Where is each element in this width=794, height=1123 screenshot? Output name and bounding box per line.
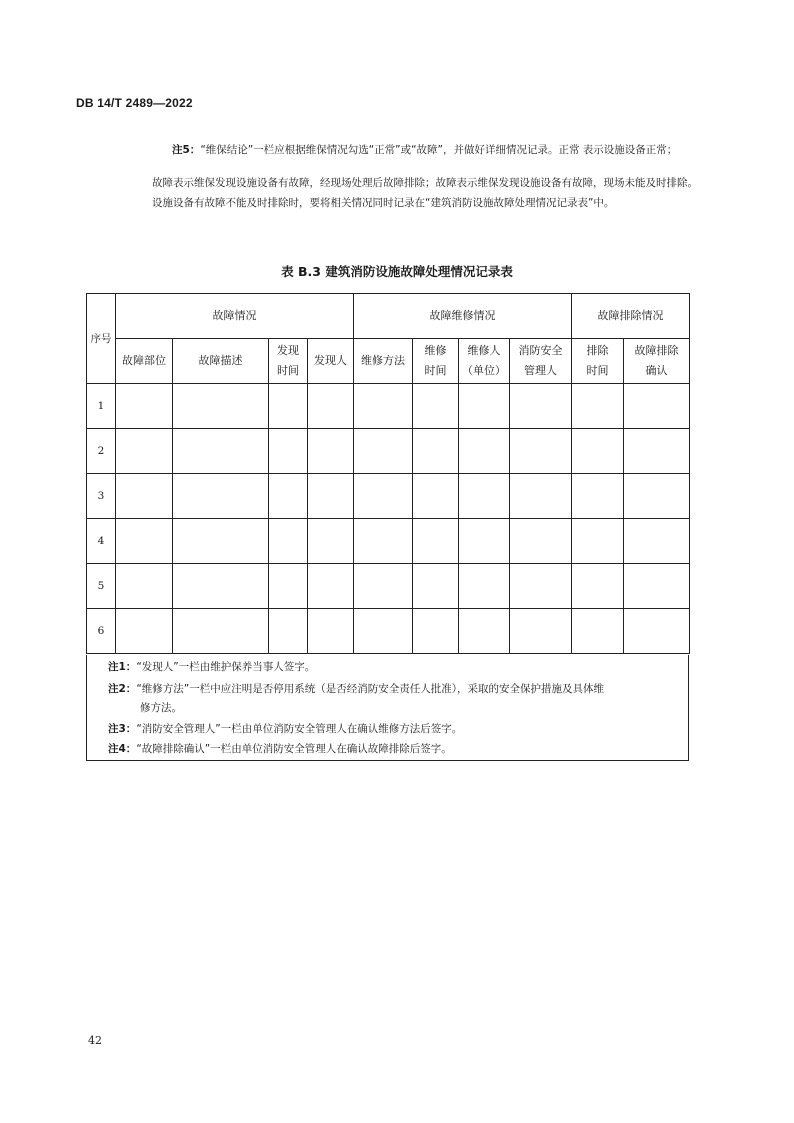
note-4: [108, 741, 452, 756]
cell-repair-method[interactable]: [354, 564, 413, 609]
cell-clear-confirm[interactable]: [624, 609, 690, 654]
cell-discoverer[interactable]: [308, 429, 354, 474]
table-title: 表 B.3 建筑消防设施故障处理情况记录表: [281, 264, 513, 279]
cell-fault-description[interactable]: [173, 474, 269, 519]
table-notes: [86, 655, 689, 761]
note-2-continued: 修方法。: [140, 702, 182, 714]
note-2-text: “维修方法”一栏中应注明是否停用系统（是否经消防安全责任人批准），采取的安全保护措施及具体维: [136, 683, 604, 695]
col-clear-time: [572, 339, 624, 384]
cell-fault-location[interactable]: [116, 609, 173, 654]
row-number: 6: [87, 609, 116, 654]
col-safety-manager-line-2: 管理人: [524, 364, 557, 377]
cell-discoverer[interactable]: [308, 519, 354, 564]
col-repair-method: 维修方法: [354, 339, 413, 384]
cell-repairer[interactable]: [459, 474, 510, 519]
cell-clear-time[interactable]: [572, 474, 624, 519]
note-5-line-2: 故障表示维保发现设施设备有故障，经现场处理后故障排除；故障表示维保发现设施设备有故障，现场未能及时排除。: [152, 177, 698, 189]
col-discoverer: 发现人: [308, 339, 354, 384]
cell-repairer[interactable]: [459, 429, 510, 474]
note-3-text: “消防安全管理人”一栏由单位消防安全管理人在确认维修方法后签字。: [136, 723, 463, 735]
cell-discoverer[interactable]: [308, 609, 354, 654]
cell-discovery-time[interactable]: [269, 429, 308, 474]
cell-safety-manager[interactable]: [510, 564, 572, 609]
col-discovery-time: [269, 339, 308, 384]
col-safety-manager: [510, 339, 572, 384]
row-number: 2: [87, 429, 116, 474]
cell-repair-time[interactable]: [413, 474, 459, 519]
cell-clear-time[interactable]: [572, 564, 624, 609]
cell-fault-location[interactable]: [116, 519, 173, 564]
note-1-text: “发现人”一栏由维护保养当事人签字。: [136, 661, 316, 673]
note-4-text: “故障排除确认”一栏由单位消防安全管理人在确认故障排除后签字。: [136, 743, 452, 755]
note-2: [108, 681, 604, 696]
cell-repair-method[interactable]: [354, 429, 413, 474]
col-clear-time-line-1: 排除: [586, 344, 609, 357]
cell-repair-method[interactable]: [354, 474, 413, 519]
group-header-repair: 故障维修情况: [354, 294, 572, 339]
group-header-fault: 故障情况: [116, 294, 354, 339]
group-header-clear: 故障排除情况: [572, 294, 690, 339]
col-repair-time-line-2: 时间: [424, 364, 447, 377]
cell-repairer[interactable]: [459, 609, 510, 654]
cell-repair-method[interactable]: [354, 519, 413, 564]
cell-repairer[interactable]: [459, 384, 510, 429]
table-row: [87, 474, 690, 519]
col-repairer-line-1: 维修人: [467, 344, 501, 357]
cell-repair-time[interactable]: [413, 519, 459, 564]
cell-repair-method[interactable]: [354, 384, 413, 429]
cell-clear-time[interactable]: [572, 429, 624, 474]
note-5-text-1: “维保结论”一栏应根据维保情况勾选“正常”或“故障”，并做好详细情况记录。正常 表示设施设备正常；: [200, 144, 678, 156]
cell-fault-location[interactable]: [116, 384, 173, 429]
cell-fault-description[interactable]: [173, 384, 269, 429]
cell-discovery-time[interactable]: [269, 384, 308, 429]
note-5-label: 注5：: [172, 144, 201, 156]
table-header-row-1: [87, 294, 690, 339]
table-row: [87, 564, 690, 609]
cell-safety-manager[interactable]: [510, 609, 572, 654]
cell-clear-confirm[interactable]: [624, 519, 690, 564]
cell-repairer[interactable]: [459, 564, 510, 609]
cell-fault-description[interactable]: [173, 429, 269, 474]
table-row: [87, 384, 690, 429]
cell-repair-time[interactable]: [413, 609, 459, 654]
col-repair-time: [413, 339, 459, 384]
note-3-label: 注3：: [108, 723, 137, 735]
col-repair-time-line-1: 维修: [424, 344, 447, 357]
cell-fault-location[interactable]: [116, 474, 173, 519]
cell-safety-manager[interactable]: [510, 474, 572, 519]
col-safety-manager-line-1: 消防安全: [518, 344, 563, 357]
cell-discoverer[interactable]: [308, 474, 354, 519]
col-discovery-time-line-2: 时间: [277, 364, 299, 377]
cell-repair-time[interactable]: [413, 429, 459, 474]
document-code: DB 14/T 2489—2022: [76, 96, 193, 110]
row-number: 1: [87, 384, 116, 429]
row-number: 4: [87, 519, 116, 564]
table-header-row-2: [87, 339, 690, 384]
col-fault-description: 故障描述: [173, 339, 269, 384]
cell-repairer[interactable]: [459, 519, 510, 564]
col-repairer: [459, 339, 510, 384]
cell-clear-confirm[interactable]: [624, 474, 690, 519]
cell-discovery-time[interactable]: [269, 474, 308, 519]
note-1: [108, 659, 315, 674]
note-2-label: 注2：: [108, 683, 137, 695]
cell-clear-time[interactable]: [572, 384, 624, 429]
col-discovery-time-line-1: 发现: [277, 344, 299, 357]
cell-safety-manager[interactable]: [510, 384, 572, 429]
cell-discoverer[interactable]: [308, 564, 354, 609]
cell-safety-manager[interactable]: [510, 519, 572, 564]
cell-clear-time[interactable]: [572, 609, 624, 654]
cell-discoverer[interactable]: [308, 384, 354, 429]
cell-clear-time[interactable]: [572, 519, 624, 564]
table-row: [87, 429, 690, 474]
cell-fault-description[interactable]: [173, 609, 269, 654]
cell-repair-time[interactable]: [413, 384, 459, 429]
table-row: [87, 609, 690, 654]
note-5-line-3: 设施设备有故障不能及时排除时，要将相关情况同时记录在“建筑消防设施故障处理情况记录表”中。: [152, 197, 615, 209]
note-4-label: 注4：: [108, 743, 137, 755]
fault-record-table: [86, 293, 690, 654]
cell-clear-confirm[interactable]: [624, 384, 690, 429]
note-3: [108, 721, 462, 736]
cell-fault-description[interactable]: [173, 519, 269, 564]
cell-fault-location[interactable]: [116, 564, 173, 609]
col-clear-confirm: [624, 339, 690, 384]
row-number: 3: [87, 474, 116, 519]
table-row: [87, 519, 690, 564]
col-clear-confirm-line-1: 故障排除: [634, 344, 679, 357]
row-number: 5: [87, 564, 116, 609]
cell-repair-method[interactable]: [354, 609, 413, 654]
note-1-label: 注1：: [108, 661, 137, 673]
col-clear-confirm-line-2: 确认: [645, 364, 668, 377]
cell-clear-confirm[interactable]: [624, 429, 690, 474]
col-repairer-line-2: （单位）: [462, 364, 506, 377]
cell-discovery-time[interactable]: [269, 519, 308, 564]
cell-discovery-time[interactable]: [269, 609, 308, 654]
col-fault-location: 故障部位: [116, 339, 173, 384]
cell-safety-manager[interactable]: [510, 429, 572, 474]
seq-header: 序号: [87, 294, 116, 384]
cell-fault-description[interactable]: [173, 564, 269, 609]
cell-repair-time[interactable]: [413, 564, 459, 609]
cell-discovery-time[interactable]: [269, 564, 308, 609]
page-number: 42: [88, 1034, 102, 1047]
col-clear-time-line-2: 时间: [586, 364, 609, 377]
cell-clear-confirm[interactable]: [624, 564, 690, 609]
note-5-line-1: [172, 139, 677, 161]
cell-fault-location[interactable]: [116, 429, 173, 474]
